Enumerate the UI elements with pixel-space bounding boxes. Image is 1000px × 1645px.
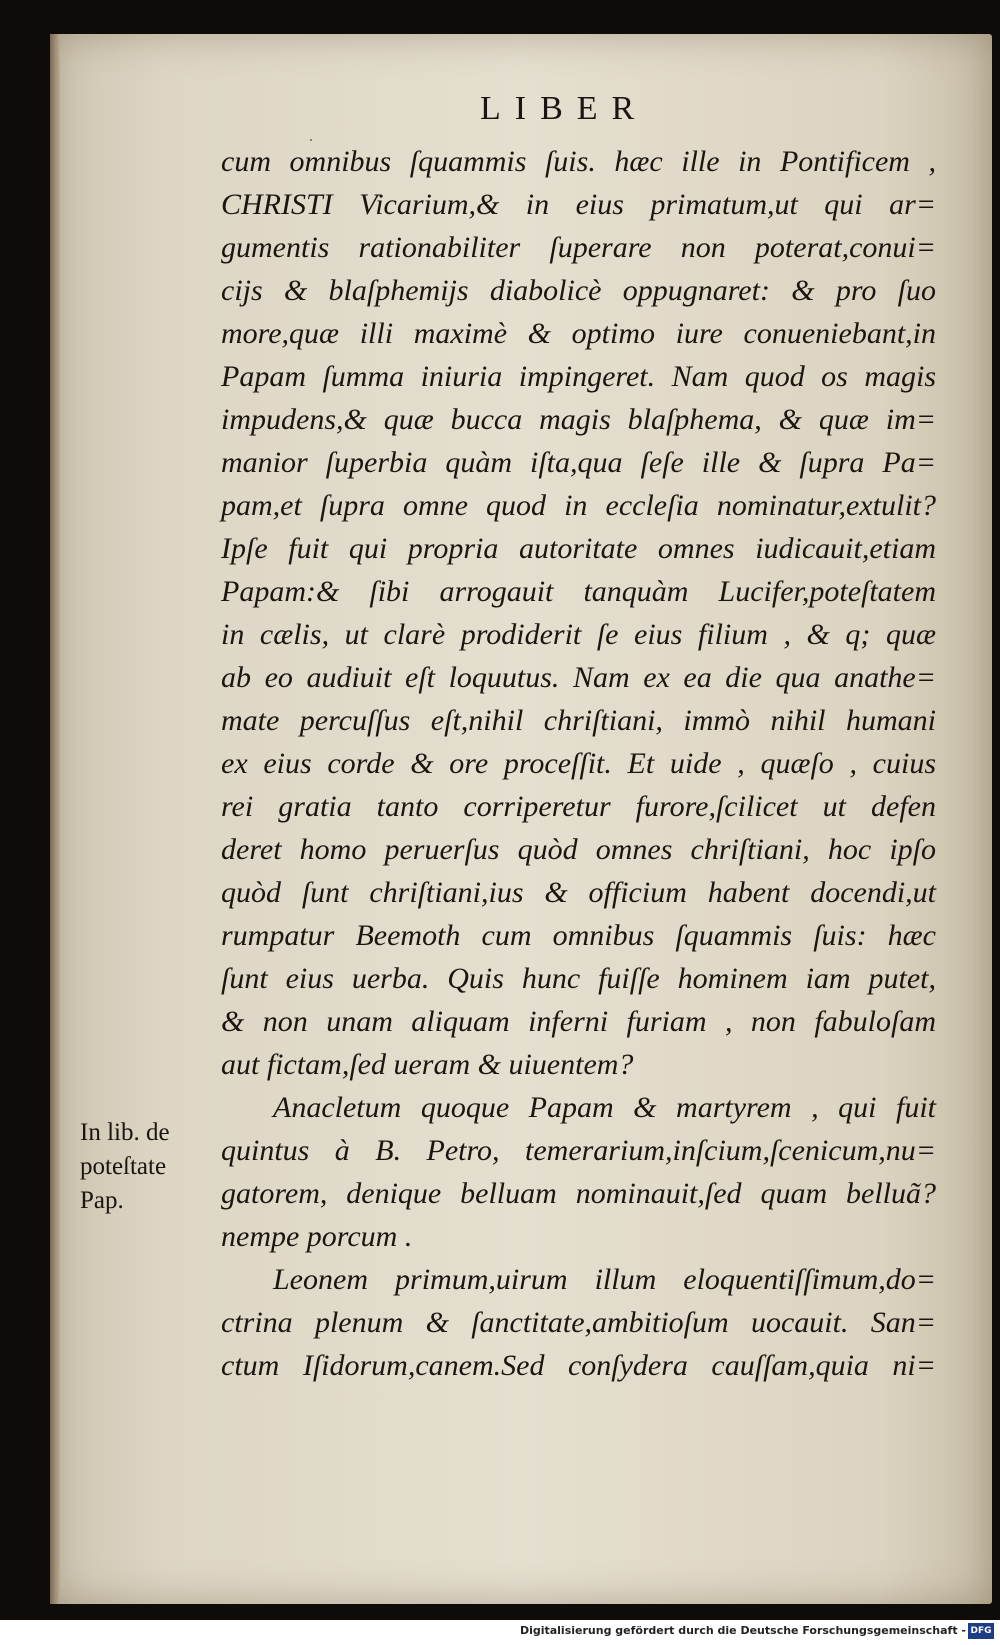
margin-note-line: Pap.	[80, 1187, 124, 1214]
text-line: quòd ſunt chriſtiani,ius & officium habent docendi,ut	[221, 876, 936, 909]
running-header: LIBER	[480, 90, 649, 127]
text-line: impudens,& quæ bucca magis blaſphema, & quæ im=	[221, 403, 936, 436]
text-line: Papam:& ſibi arrogauit tanquàm Lucifer,poteſtatem	[221, 575, 936, 608]
text-line: cijs & blaſphemijs diabolicè oppugnaret: & pro ſuo	[221, 274, 936, 307]
text-line: quintus à B. Petro, temerarium,inſcium,ſcenicum,nu=	[221, 1134, 936, 1167]
text-line: ex eius corde & ore proceſſit. Et uide , quæſo , cuius	[221, 747, 936, 780]
text-line: gumentis rationabiliter ſuperare non poterat,conui=	[221, 231, 936, 264]
paragraph-start-line: Leonem primum,uirum illum eloquentiſſimum,do=	[273, 1263, 936, 1296]
text-line: in cælis, ut clarè prodiderit ſe eius filium , & q; quæ	[221, 618, 936, 651]
text-line: gatorem, denique belluam nominauit,ſed quam belluã?	[221, 1177, 936, 1210]
text-line: deret homo peruerſus quòd omnes chriſtiani, hoc ipſo	[221, 833, 936, 866]
text-line: ſunt eius uerba. Quis hunc fuiſſe hominem iam putet,	[221, 962, 936, 995]
text-line: cum omnibus ſquammis ſuis. hæc ille in Pontificem ,	[221, 145, 936, 178]
text-line: nempe porcum .	[221, 1220, 413, 1253]
text-line: mate percuſſus eſt,nihil chriſtiani, immò nihil humani	[221, 704, 936, 737]
margin-note	[80, 1116, 220, 1218]
text-line: ab eo audiuit eſt loquutus. Nam ex ea die qua anathe=	[221, 661, 936, 694]
margin-note-line: poteſtate	[80, 1153, 167, 1180]
funding-credit: Digitalisierung gefördert durch die Deutsche Forschungsgemeinschaft -	[519, 1624, 966, 1637]
margin-note-line: In lib. de	[80, 1119, 170, 1146]
paragraph-start-line: Anacletum quoque Papam & martyrem , qui fuit	[273, 1091, 936, 1124]
text-line: ctum Iſidorum,canem.Sed conſydera cauſſam,quia ni=	[221, 1349, 936, 1382]
main-text	[221, 140, 936, 1390]
text-line: & non unam aliquam inferni furiam , non fabuloſam	[221, 1005, 936, 1038]
text-line: pam,et ſupra omne quod in eccleſia nominatur,extulit?	[221, 489, 936, 522]
text-line: CHRISTI Vicarium,& in eius primatum,ut qui ar=	[221, 188, 936, 221]
header-ornament: ·	[308, 130, 314, 150]
text-line: aut fictam,ſed ueram & uiuentem?	[221, 1048, 634, 1081]
text-line: Papam ſumma iniuria impingeret. Nam quod os magis	[221, 360, 936, 393]
digitization-footer	[0, 1620, 1000, 1645]
text-line: more,quæ illi maximè & optimo iure conueniebant,in	[221, 317, 936, 350]
dfg-logo: DFG	[968, 1623, 994, 1639]
page-spine-shadow	[50, 34, 60, 1604]
text-line: rei gratia tanto corriperetur furore,ſcilicet ut defen	[221, 790, 936, 823]
text-line: rumpatur Beemoth cum omnibus ſquammis ſuis: hæc	[221, 919, 936, 952]
text-line: Ipſe fuit qui propria autoritate omnes iudicauit,etiam	[221, 532, 936, 565]
text-line: manior ſuperbia quàm iſta,qua ſeſe ille & ſupra Pa=	[221, 446, 936, 479]
text-line: ctrina plenum & ſanctitate,ambitioſum uocauit. San=	[221, 1306, 936, 1339]
